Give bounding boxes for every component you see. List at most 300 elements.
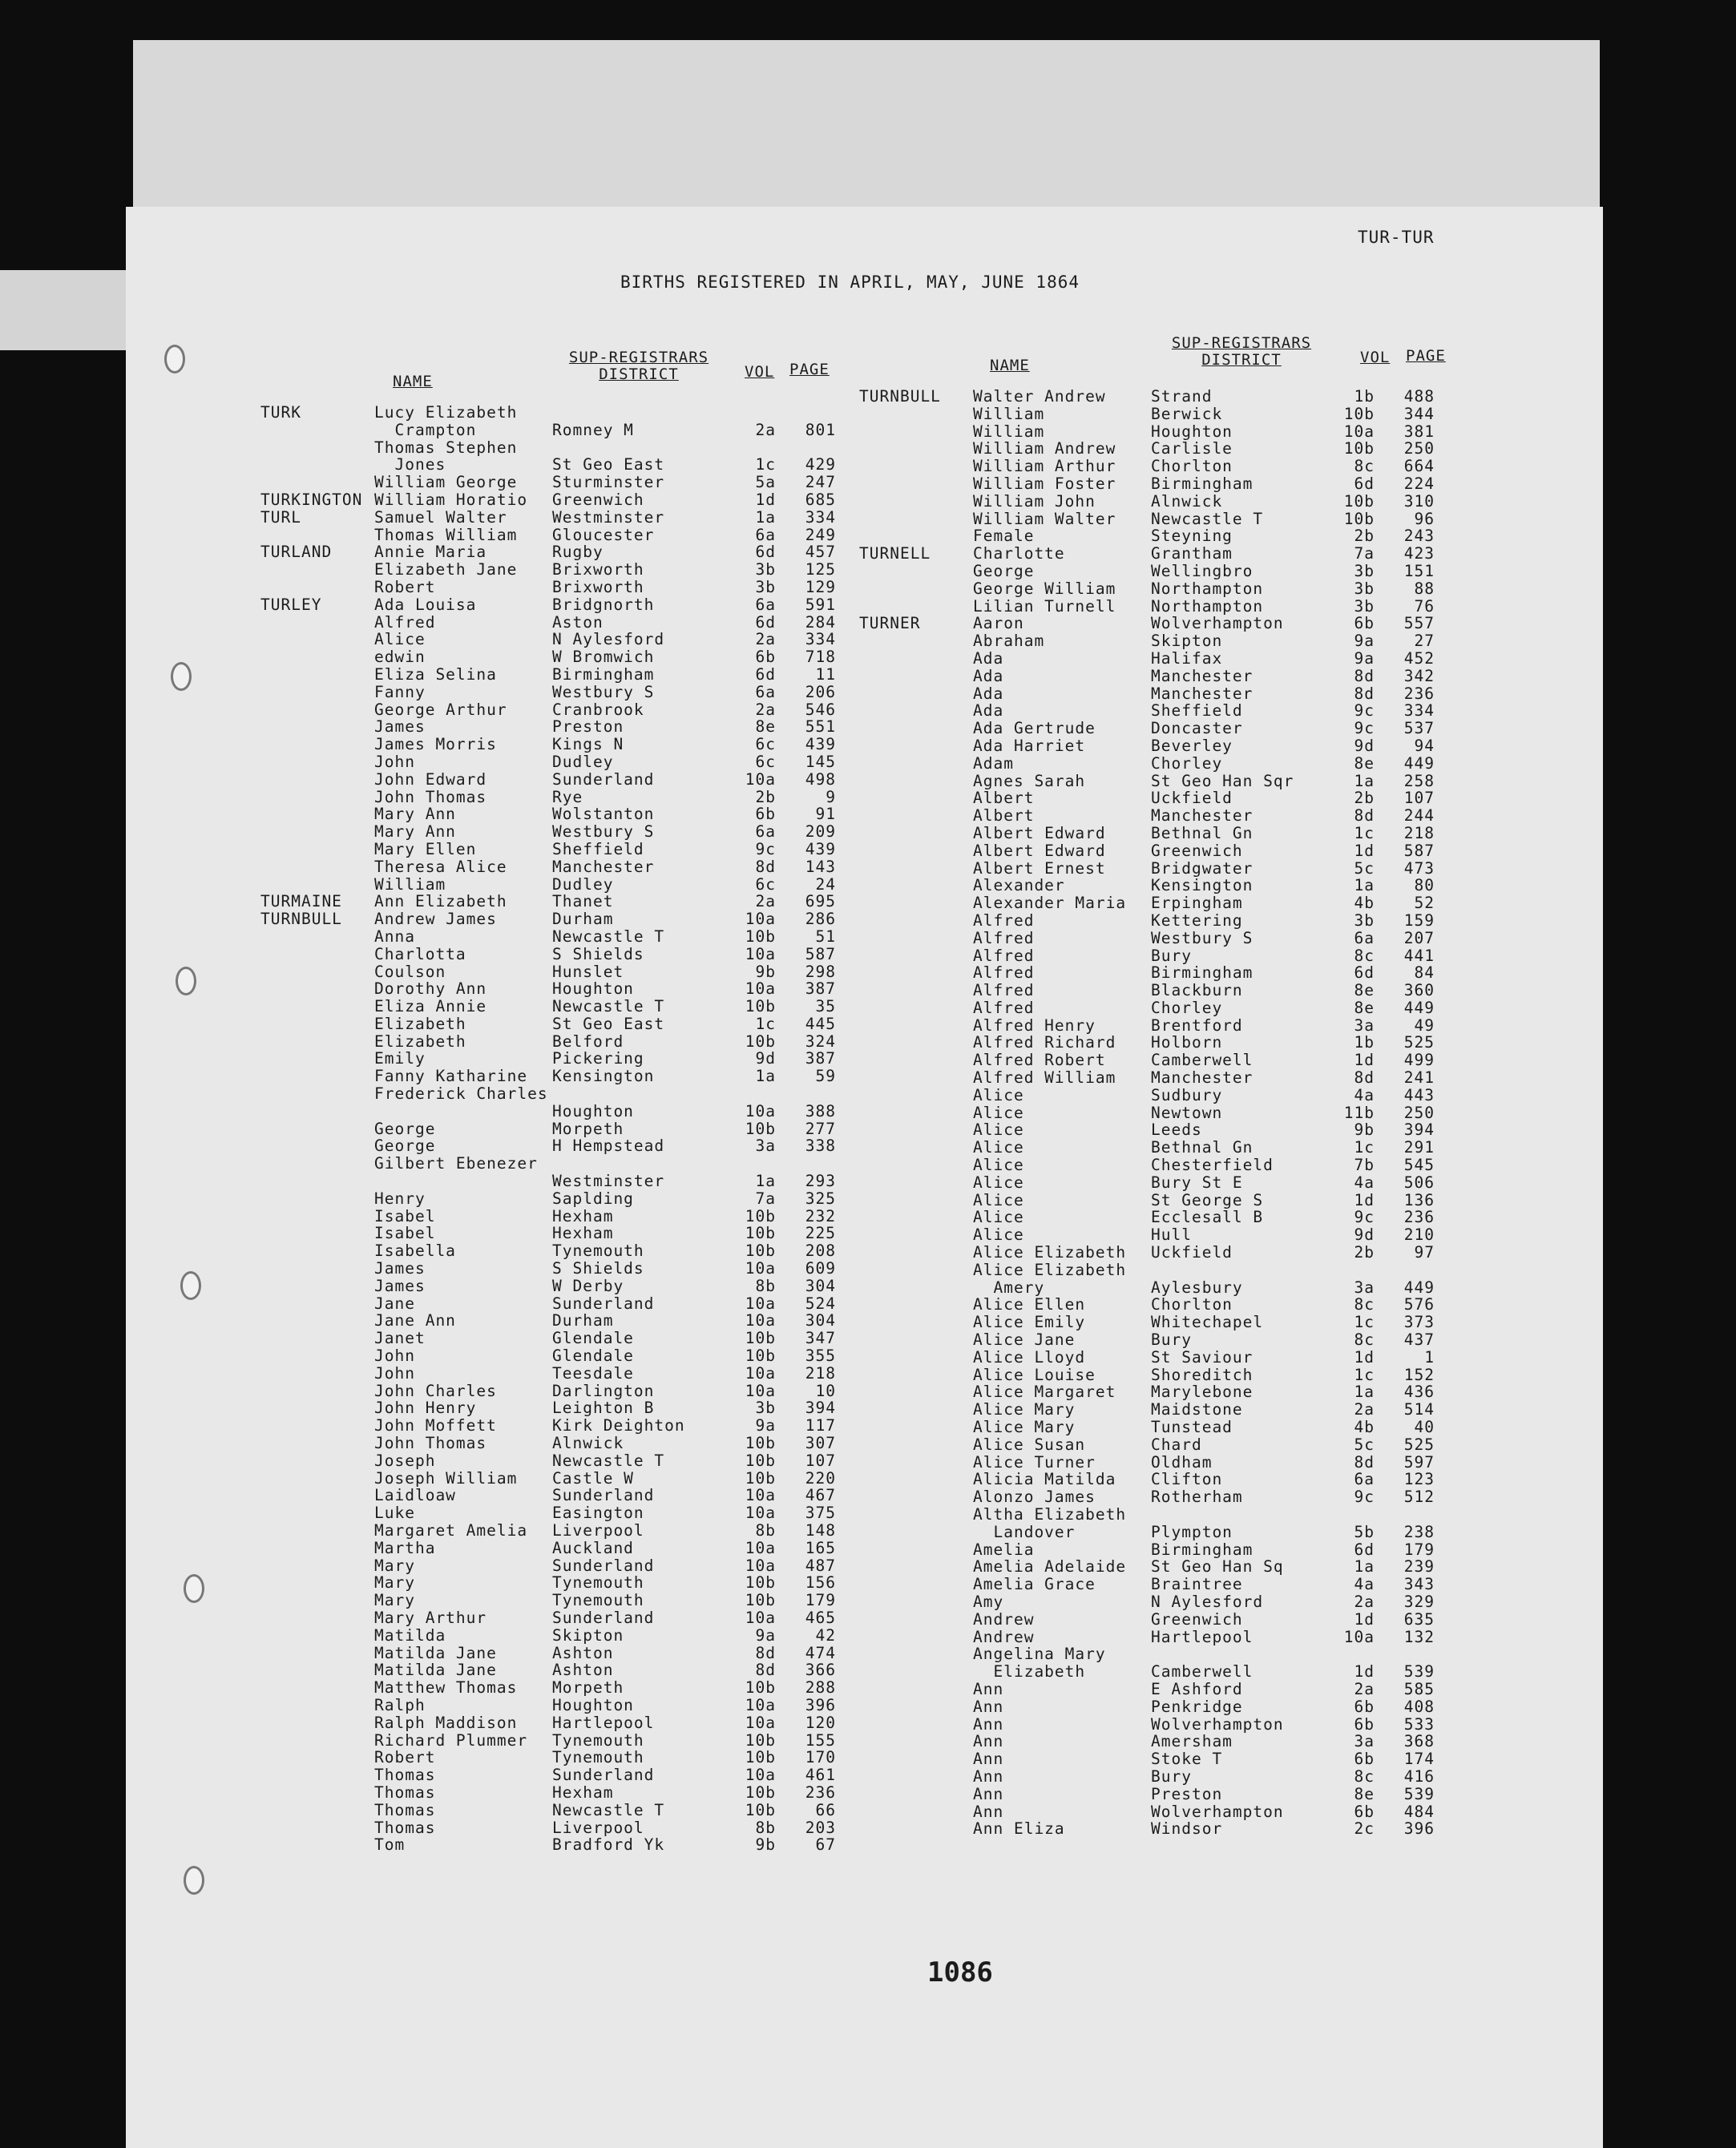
given-name-cell: Fanny Katharine: [374, 1068, 528, 1086]
volume-cell: 10b: [745, 1469, 776, 1488]
given-name-cell: William Arthur: [973, 458, 1116, 475]
volume-cell: 6d: [1354, 1540, 1375, 1559]
page-cell: 203: [805, 1819, 836, 1837]
register-entry: [859, 1262, 1435, 1279]
given-name-cell: Alice: [973, 1209, 1024, 1227]
register-entry: [859, 894, 1435, 912]
volume-cell: 10b: [745, 1679, 776, 1697]
given-name-cell: Matilda Jane: [374, 1661, 497, 1680]
given-name-cell: Alice: [973, 1121, 1024, 1140]
given-name-cell: John Charles: [374, 1382, 497, 1400]
punch-hole: [176, 967, 196, 995]
page-cell: 449: [1403, 999, 1435, 1017]
volume-cell: 10b: [745, 1347, 776, 1365]
surname-cell: [260, 1557, 374, 1575]
vol-header: VOL: [745, 363, 775, 381]
page-cell: 236: [805, 1783, 836, 1802]
register-entry: [859, 563, 1435, 580]
district-cell: Sunderland: [552, 1294, 655, 1313]
surname-cell: [260, 1295, 374, 1313]
given-name-cell: Thomas Stephen: [374, 438, 518, 457]
register-entry: [859, 685, 1435, 703]
register-entry: [859, 1576, 1435, 1593]
page-cell: 546: [805, 701, 836, 719]
volume-cell: 10a: [745, 1260, 776, 1278]
given-name-cell: Amy: [973, 1593, 1004, 1611]
given-name-cell: Matilda: [374, 1626, 446, 1645]
volume-cell: 3b: [755, 1399, 776, 1418]
given-name-cell: Altha Elizabeth: [973, 1506, 1127, 1524]
register-entry: [859, 1349, 1435, 1367]
surname-cell: [859, 964, 973, 982]
punch-hole: [171, 662, 192, 691]
surname-cell: [859, 894, 973, 912]
volume-cell: [734, 1085, 776, 1103]
volume-cell: 9c: [1354, 1209, 1375, 1227]
page-cell: 325: [805, 1189, 836, 1208]
page-cell: 250: [1403, 440, 1435, 458]
volume-cell: 9b: [755, 963, 776, 981]
given-name-cell: Samuel Walter: [374, 508, 507, 527]
given-name-cell: James: [374, 1277, 426, 1295]
page-cell: 368: [1403, 1733, 1435, 1751]
register-entry: [260, 631, 836, 648]
given-name-cell: Eliza Selina: [374, 665, 497, 684]
surname-cell: [260, 1732, 374, 1750]
given-name-cell: Alfred Henry: [973, 1016, 1096, 1035]
given-name-cell: Elizabeth: [973, 1663, 1086, 1681]
district-cell: Newtown: [1151, 1104, 1223, 1122]
surname-cell: [260, 998, 374, 1015]
volume-cell: 9c: [1354, 720, 1375, 737]
given-name-cell: Alfred Robert: [973, 1052, 1106, 1070]
surname-cell: [260, 858, 374, 876]
surname-cell: [260, 614, 374, 632]
volume-cell: 10b: [745, 1207, 776, 1225]
register-entry: [859, 1663, 1435, 1681]
surname-cell: [260, 946, 374, 963]
district-cell: Morpeth: [552, 1679, 624, 1697]
page-cell: 304: [805, 1312, 836, 1330]
given-name-cell: John: [374, 1364, 415, 1383]
register-entry: [859, 1593, 1435, 1611]
page-cell: 123: [1403, 1471, 1435, 1489]
district-cell: Greenwich: [1151, 842, 1243, 860]
given-name-cell: Joseph: [374, 1452, 436, 1470]
volume-cell: 10a: [745, 1609, 776, 1627]
page-cell: 239: [1403, 1558, 1435, 1577]
surname-cell: [260, 666, 374, 684]
surname-cell: [260, 1330, 374, 1347]
given-name-cell: Fanny: [374, 683, 426, 701]
district-cell: Wolverhampton: [1151, 1803, 1284, 1821]
district-cell: Chard: [1151, 1435, 1202, 1454]
surname-cell: [260, 1155, 374, 1173]
volume-cell: 1a: [755, 1173, 776, 1190]
district-cell: Bridgwater: [1151, 859, 1254, 878]
given-name-cell: Robert: [374, 578, 436, 596]
district-cell: Greenwich: [1151, 1610, 1243, 1629]
page-cell: 449: [1403, 754, 1435, 773]
district-cell: Grantham: [1151, 545, 1233, 563]
given-name-cell: Amelia Grace: [973, 1576, 1096, 1593]
register-entry: [260, 998, 836, 1015]
district-cell: Rye: [552, 788, 583, 806]
volume-cell: 5c: [1354, 859, 1375, 878]
surname-cell: [260, 980, 374, 998]
surname-cell: [260, 527, 374, 544]
register-entry: [260, 1120, 836, 1138]
surname-cell: [260, 841, 374, 858]
district-cell: Houghton: [552, 1696, 634, 1714]
register-entry: [260, 823, 836, 841]
surname-cell: [260, 1470, 374, 1488]
page-cell: 218: [805, 1364, 836, 1383]
register-entry: [260, 1399, 836, 1417]
volume-cell: [734, 439, 776, 457]
surname-cell: [260, 1365, 374, 1383]
page-cell: 307: [805, 1435, 836, 1452]
page-cell: 347: [805, 1330, 836, 1348]
given-name-cell: Ada: [973, 684, 1004, 703]
volume-cell: 10b: [745, 998, 776, 1015]
register-entry: [260, 858, 836, 876]
page-cell: 117: [805, 1417, 836, 1435]
district-cell: Liverpool: [552, 1819, 644, 1837]
page-cell: 52: [1414, 894, 1435, 912]
page-cell: 551: [805, 718, 836, 737]
surname-cell: [859, 685, 973, 703]
register-entry: [859, 1331, 1435, 1349]
surname-cell: [859, 1087, 973, 1104]
district-header: SUP-REGISTRARS DISTRICT: [568, 349, 709, 383]
page-cell: 258: [1403, 772, 1435, 790]
surname-cell: [859, 1174, 973, 1192]
district-cell: Alnwick: [1151, 492, 1223, 511]
district-cell: [552, 1085, 734, 1103]
volume-cell: 1c: [755, 456, 776, 474]
volume-cell: 2b: [1354, 1244, 1375, 1262]
surname-cell: [859, 1052, 973, 1069]
district-cell: Leighton B: [552, 1399, 655, 1418]
page-title: BIRTHS REGISTERED IN APRIL, MAY, JUNE 1864: [620, 273, 1080, 292]
given-name-cell: John: [374, 753, 415, 771]
surname-cell: [260, 1033, 374, 1051]
page-cell: 396: [1403, 1820, 1435, 1839]
page-cell: 236: [1403, 684, 1435, 703]
surname-cell: [859, 1506, 973, 1524]
district-cell: Bethnal Gn: [1151, 824, 1254, 842]
register-entry: [260, 1173, 836, 1190]
page-cell: 498: [805, 770, 836, 789]
register-entry: [260, 806, 836, 823]
volume-cell: [734, 404, 776, 422]
district-cell: [1151, 1262, 1333, 1279]
district-cell: Wolverhampton: [1151, 1715, 1284, 1734]
given-name-cell: Isabel: [374, 1207, 436, 1225]
page-cell: 136: [1403, 1191, 1435, 1209]
volume-cell: 9b: [1354, 1121, 1375, 1140]
register-entry: [260, 1749, 836, 1766]
district-cell: Hartlepool: [1151, 1628, 1254, 1646]
page-header: PAGE: [789, 361, 830, 378]
district-cell: Westbury S: [552, 683, 655, 701]
volume-cell: 6d: [1354, 964, 1375, 983]
district-header: SUP-REGISTRARS DISTRICT: [1171, 334, 1312, 369]
register-entry: [859, 1279, 1435, 1297]
volume-cell: 3a: [1354, 1016, 1375, 1035]
page-cell: 49: [1414, 1016, 1435, 1035]
given-name-cell: Alice Elizabeth: [973, 1244, 1127, 1262]
surname-cell: [260, 1190, 374, 1208]
district-cell: Birmingham: [1151, 474, 1254, 493]
given-name-cell: Lilian Turnell: [973, 597, 1116, 616]
page-cell: 461: [805, 1766, 836, 1784]
given-name-cell: William Foster: [973, 474, 1116, 493]
register-entry: [859, 773, 1435, 790]
district-cell: Beverley: [1151, 737, 1233, 755]
given-name-cell: Ann: [973, 1698, 1004, 1716]
surname-cell: [859, 1454, 973, 1472]
given-name-cell: Thomas: [374, 1819, 436, 1837]
district-cell: Castle W: [552, 1469, 634, 1488]
punch-hole: [180, 1271, 201, 1300]
volume-cell: 2a: [755, 893, 776, 911]
volume-cell: 6a: [755, 526, 776, 544]
district-cell: Hexham: [552, 1207, 614, 1225]
surname-cell: [260, 1609, 374, 1627]
given-name-cell: Alice: [973, 1191, 1024, 1209]
page-cell: 51: [815, 927, 836, 946]
district-cell: Chorley: [1151, 754, 1223, 773]
page-cell: 132: [1403, 1628, 1435, 1646]
volume-cell: 6a: [1354, 929, 1375, 947]
surname-cell: [859, 475, 973, 493]
district-cell: Kensington: [1151, 877, 1254, 895]
volume-cell: 8d: [1354, 667, 1375, 685]
volume-cell: 4a: [1354, 1576, 1375, 1593]
register-entry: [260, 1784, 836, 1802]
page-cell: 334: [805, 631, 836, 649]
register-entry: [859, 1367, 1435, 1384]
page-cell: 298: [805, 963, 836, 981]
given-name-cell: Amery: [973, 1278, 1045, 1297]
volume-cell: 10a: [745, 1294, 776, 1313]
surname-cell: [260, 771, 374, 789]
volume-cell: 8d: [1354, 684, 1375, 703]
given-name-cell: Amelia: [973, 1540, 1035, 1559]
volume-cell: 8e: [1354, 982, 1375, 999]
given-name-cell: William Walter: [973, 510, 1116, 528]
volume-cell: 9a: [1354, 632, 1375, 650]
given-name-cell: Thomas: [374, 1801, 436, 1819]
surname-cell: [260, 1068, 374, 1085]
register-entry: [859, 1121, 1435, 1139]
register-entry: [859, 1017, 1435, 1035]
district-cell: Easington: [552, 1504, 644, 1522]
register-entry: [260, 1452, 836, 1470]
page-cell: 465: [805, 1609, 836, 1627]
volume-cell: 6b: [755, 648, 776, 666]
register-entry: [260, 1190, 836, 1208]
page-cell: 236: [1403, 1209, 1435, 1227]
surname-cell: [859, 807, 973, 825]
district-cell: Ashton: [552, 1661, 614, 1680]
page-cell: 355: [805, 1347, 836, 1365]
volume-cell: 1c: [1354, 1366, 1375, 1384]
page-cell: 224: [1403, 474, 1435, 493]
given-name-cell: Charlotta: [374, 945, 466, 963]
volume-cell: 1a: [1354, 772, 1375, 790]
register-entry: [859, 702, 1435, 720]
given-name-cell: Aaron: [973, 615, 1024, 633]
page-cell: 324: [805, 1032, 836, 1051]
given-name-cell: Albert Ernest: [973, 859, 1106, 878]
volume-cell: 10a: [745, 1487, 776, 1505]
surname-cell: [260, 631, 374, 648]
surname-cell: TURLAND: [260, 543, 333, 562]
given-name-cell: George: [973, 562, 1035, 580]
given-name-cell: Elizabeth Jane: [374, 561, 518, 579]
volume-cell: 3b: [1354, 597, 1375, 616]
volume-cell: 10b: [745, 1435, 776, 1452]
register-entry: [260, 1802, 836, 1819]
register-entry: [859, 668, 1435, 685]
volume-cell: 7a: [1354, 545, 1375, 563]
district-cell: Sunderland: [552, 1487, 655, 1505]
district-cell: Sudbury: [1151, 1086, 1223, 1104]
register-entry: [260, 1819, 836, 1837]
district-cell: Ashton: [552, 1644, 614, 1662]
district-cell: Wolverhampton: [1151, 615, 1284, 633]
page-cell: 597: [1403, 1453, 1435, 1472]
register-entry: [260, 1330, 836, 1347]
register-entry: [260, 701, 836, 719]
surname-cell: [859, 440, 973, 458]
register-entry: [859, 1524, 1435, 1541]
surname-cell: [859, 720, 973, 737]
given-name-cell: Anna: [374, 927, 415, 946]
volume-cell: 3b: [755, 561, 776, 579]
register-entry: [260, 1015, 836, 1033]
district-cell: Maidstone: [1151, 1401, 1243, 1419]
page-cell: 209: [805, 823, 836, 841]
district-cell: Manchester: [1151, 684, 1254, 703]
given-name-cell: John: [374, 1347, 415, 1365]
given-name-cell: Andrew James: [374, 910, 497, 928]
district-cell: Bury: [1151, 1767, 1192, 1786]
surname-cell: [260, 1417, 374, 1435]
surname-cell: [260, 1260, 374, 1278]
register-entry: [859, 580, 1435, 598]
district-cell: Whitechapel: [1151, 1314, 1264, 1332]
page-cell: 174: [1403, 1750, 1435, 1768]
page-header: PAGE: [1406, 347, 1446, 365]
given-name-cell: Mary: [374, 1592, 415, 1609]
register-entry: [260, 1208, 836, 1225]
page-cell: [1375, 1262, 1435, 1279]
surname-cell: [260, 1574, 374, 1592]
surname-cell: [859, 1401, 973, 1419]
volume-cell: 5b: [1354, 1523, 1375, 1541]
page-cell: 436: [1403, 1383, 1435, 1402]
given-name-cell: John Henry: [374, 1399, 477, 1418]
volume-cell: 2a: [1354, 1680, 1375, 1698]
register-entry: [859, 475, 1435, 493]
volume-cell: 10a: [1343, 422, 1375, 441]
district-cell: Penkridge: [1151, 1698, 1243, 1716]
district-cell: Manchester: [1151, 667, 1254, 685]
district-cell: Newcastle T: [552, 998, 665, 1015]
register-entry: [260, 1033, 836, 1051]
volume-cell: 2b: [755, 788, 776, 806]
volume-cell: 1b: [1354, 388, 1375, 406]
surname-cell: [859, 1820, 973, 1838]
register-entry: [260, 1766, 836, 1784]
district-cell: Bridgnorth: [552, 596, 655, 614]
register-entry: [859, 1139, 1435, 1157]
register-entry: [859, 1471, 1435, 1488]
given-name-cell: Jane Ann: [374, 1312, 456, 1330]
surname-cell: [859, 598, 973, 616]
volume-cell: 9c: [1354, 1488, 1375, 1506]
district-cell: Kirk Deighton: [552, 1417, 685, 1435]
surname-cell: [260, 1225, 374, 1242]
district-cell: [1151, 1506, 1333, 1524]
register-entry: [260, 1417, 836, 1435]
page-cell: 208: [805, 1242, 836, 1261]
given-name-cell: Alice Mary: [973, 1401, 1076, 1419]
district-cell: Tynemouth: [552, 1242, 644, 1261]
volume-cell: 1a: [1354, 877, 1375, 895]
surname-cell: [859, 1750, 973, 1768]
given-name-cell: Andrew: [973, 1628, 1035, 1646]
given-name-cell: Crampton: [374, 421, 477, 439]
page-cell: 334: [805, 508, 836, 527]
page-cell: 129: [805, 578, 836, 596]
given-name-cell: Mary: [374, 1574, 415, 1593]
given-name-cell: Charlotte: [973, 545, 1065, 563]
left-entries: [260, 404, 836, 1854]
district-cell: W Derby: [552, 1277, 624, 1295]
district-cell: Skipton: [552, 1626, 624, 1645]
volume-cell: 5c: [1354, 1435, 1375, 1454]
register-entry: [260, 1592, 836, 1609]
given-name-cell: James: [374, 1260, 426, 1278]
register-entry: [260, 1260, 836, 1278]
district-cell: Northampton: [1151, 597, 1264, 616]
given-name-cell: Andrew: [973, 1610, 1035, 1629]
page-cell: 449: [1403, 1278, 1435, 1297]
district-cell: [552, 404, 734, 422]
surname-cell: [859, 1611, 973, 1629]
surname-cell: [260, 1819, 374, 1837]
volume-cell: 2a: [755, 701, 776, 719]
surname-cell: [859, 1331, 973, 1349]
surname-cell: [260, 753, 374, 771]
volume-cell: 8d: [1354, 1069, 1375, 1087]
volume-cell: 1c: [1354, 1139, 1375, 1157]
surname-cell: [859, 1034, 973, 1052]
district-cell: Erpingham: [1151, 894, 1243, 912]
page-cell: 585: [1403, 1680, 1435, 1698]
surname-cell: [859, 1629, 973, 1646]
register-entry: [859, 440, 1435, 458]
surname-cell: [260, 561, 374, 579]
volume-cell: 10b: [745, 1225, 776, 1243]
volume-cell: 8d: [755, 858, 776, 876]
volume-cell: 8e: [1354, 754, 1375, 773]
